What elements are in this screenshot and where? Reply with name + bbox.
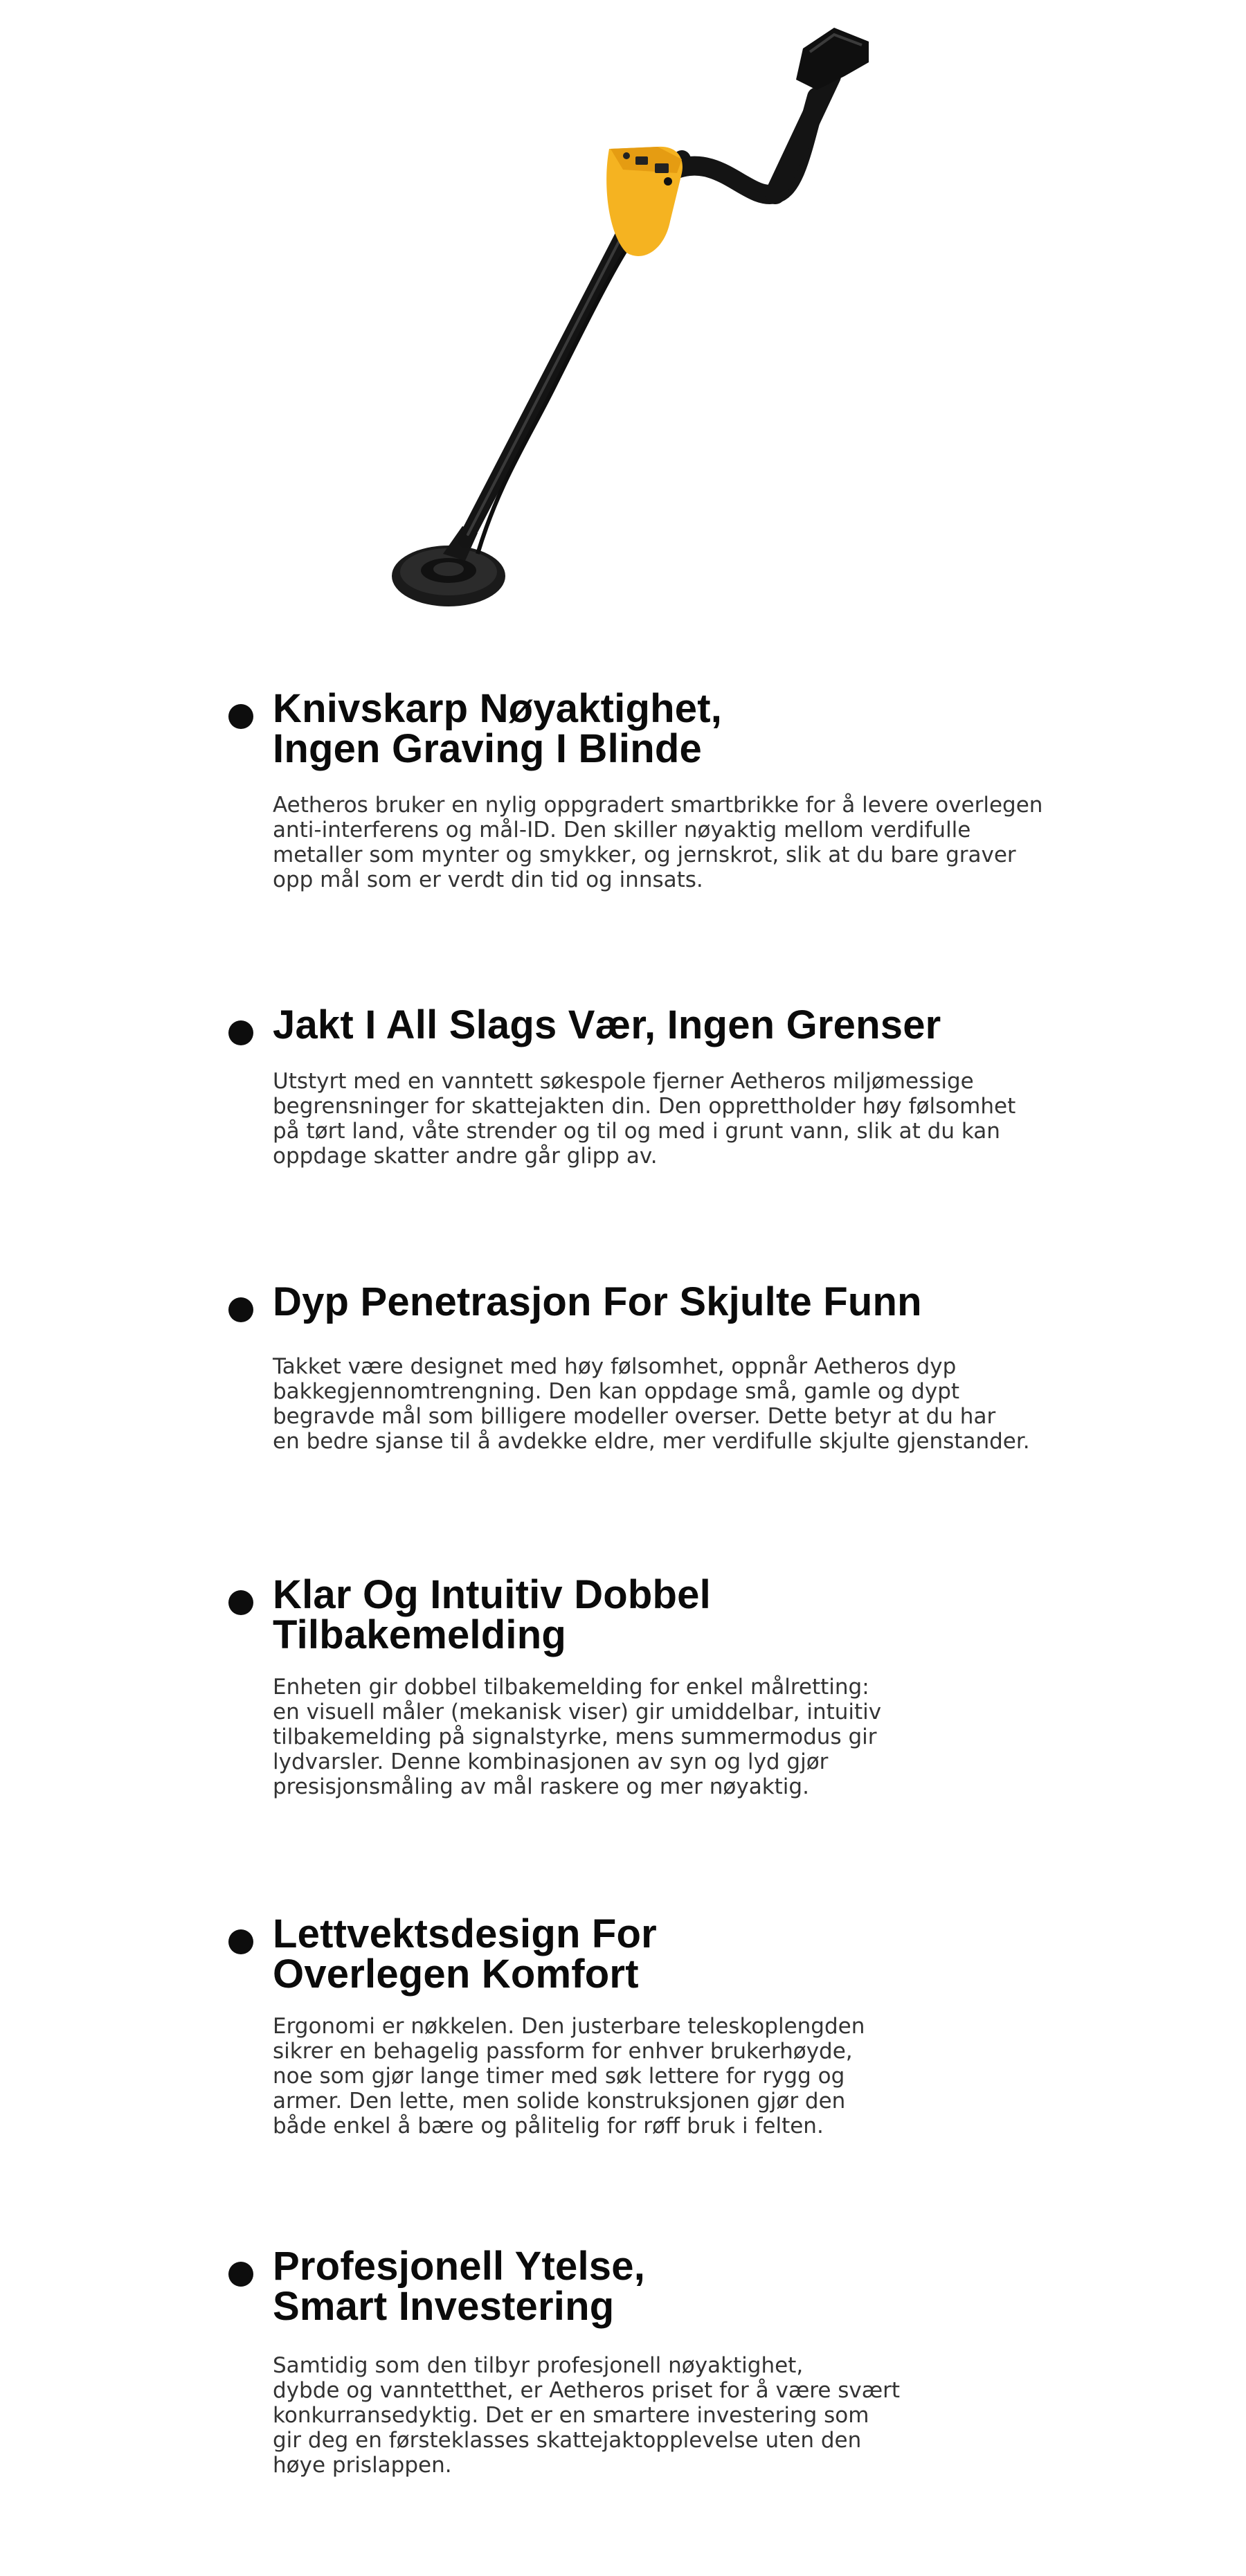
feature-item bbox=[228, 1002, 1016, 1169]
feature-item bbox=[228, 1279, 1030, 1454]
metal-detector-icon bbox=[0, 0, 1246, 637]
feature-description: Enheten gir dobbel tilbakemelding for enkel målretting: en visuell måler (mekanisk viser) gir umiddelbar, intuitiv tilbakemelding på signalstyrke, mens summermodus gir lydvarsler. Denne kombinasjonen av syn og lyd gjør presisjonsmåling av mål raskere og mer nøyaktig. bbox=[273, 1675, 882, 1799]
feature-description: Samtidig som den tilbyr profesjonell nøyaktighet, dybde og vanntetthet, er Aetheros priset for å være svært konkurransedyktig. Det er en smartere investering som gir deg en førsteklasses skattejaktopplevelse uten den høye prislappen. bbox=[273, 2353, 901, 2478]
feature-title: Jakt I All Slags Vær, Ingen Grenser bbox=[273, 1002, 941, 1047]
feature-item bbox=[228, 2246, 990, 2478]
feature-title: Klar Og Intuitiv Dobbel Tilbakemelding bbox=[273, 1572, 711, 1657]
feature-title: Lettvektsdesign For Overlegen Komfort bbox=[273, 1911, 657, 1997]
feature-description: Takket være designet med høy følsomhet, oppnår Aetheros dyp bakkegjennomtrengning. Den kan oppdage små, gamle og dypt begravde mål som billigere modeller overser. Dette betyr at du har en bedre sjanse til å avdekke eldre, mer verdifulle skjulte gjenstander. bbox=[273, 1354, 1030, 1454]
feature-description: Aetheros bruker en nylig oppgradert smartbrikke for å levere overlegen anti-interferens og mål-ID. Den skiller nøyaktig mellom verdifulle metaller som mynter og smykker, og jernskrot, slik at du bare graver opp mål som er verdt din tid og innsats. bbox=[273, 793, 1043, 892]
feature-description: Utstyrt med en vanntett søkespole fjerner Aetheros miljømessige begrensninger for skattejakten din. Den opprettholder høy følsomhet på tørt land, våte strender og til og med i grunt vann, slik at du kan oppdage skatter andre går glipp av. bbox=[273, 1069, 1016, 1169]
bullet-icon bbox=[228, 1590, 253, 1615]
feature-title: Knivskarp Nøyaktighet, Ingen Graving I Blinde bbox=[273, 686, 723, 771]
feature-description: Ergonomi er nøkkelen. Den justerbare teleskoplengden sikrer en behagelig passform for enhver brukerhøyde, noe som gjør lange timer med søk lettere for rygg og armer. Den lette, men solide konstruksjonen gjør den både enkel å bære og pålitelig for røff bruk i felten. bbox=[273, 2014, 865, 2138]
product-image bbox=[0, 0, 1246, 637]
bullet-icon bbox=[228, 1297, 253, 1322]
bullet-icon bbox=[228, 1929, 253, 1954]
bullet-icon bbox=[228, 2262, 253, 2287]
bullet-icon bbox=[228, 1020, 253, 1045]
feature-item bbox=[228, 686, 1043, 892]
bullet-icon bbox=[228, 704, 253, 729]
feature-title: Profesjonell Ytelse, Smart Investering bbox=[273, 2244, 646, 2329]
feature-item bbox=[228, 1572, 990, 1799]
feature-item bbox=[228, 1911, 990, 2138]
feature-title: Dyp Penetrasjon For Skjulte Funn bbox=[273, 1279, 922, 1324]
